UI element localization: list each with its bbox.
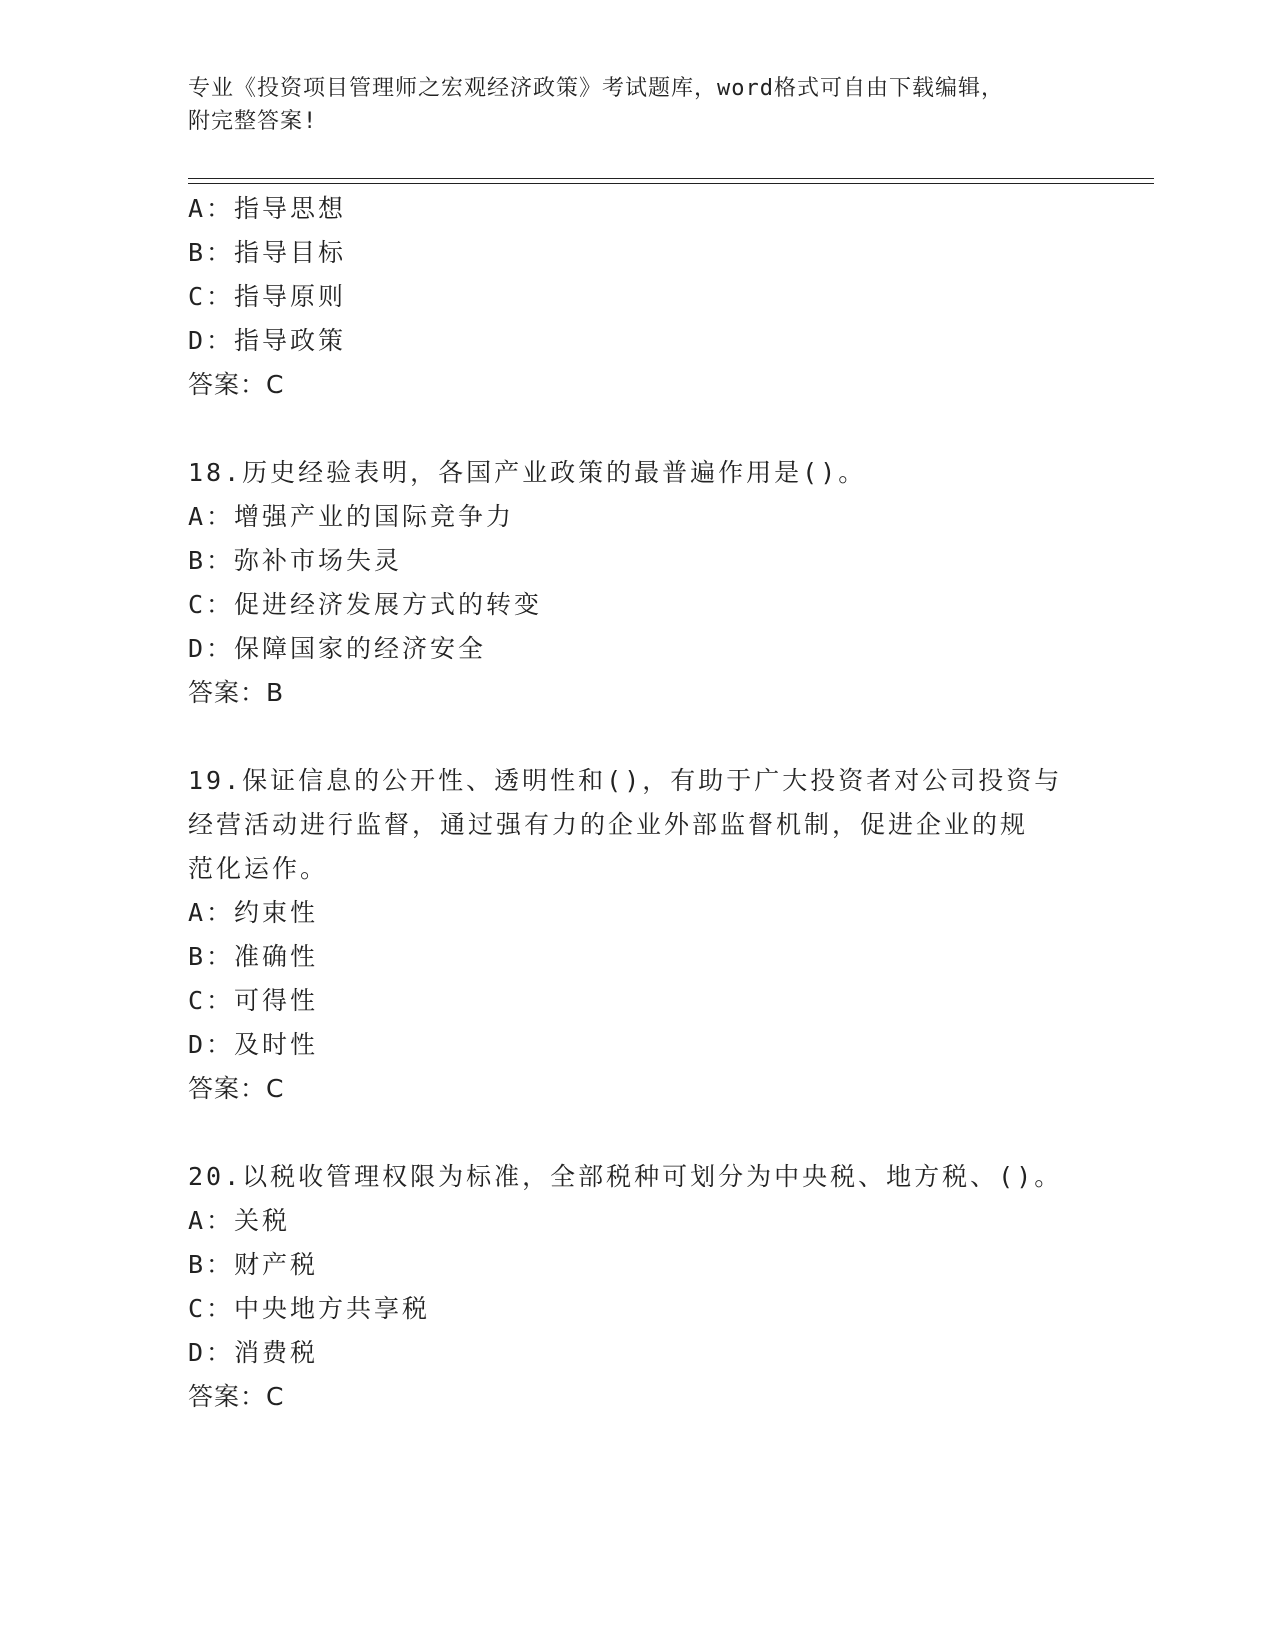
q18-answer: 答案：B: [188, 678, 285, 707]
q18-option-c: C：促进经济发展方式的转变: [188, 590, 543, 619]
q17-option-d: D：指导政策: [188, 326, 347, 355]
q19-option-b: B：准确性: [188, 942, 319, 971]
header-line-1: 专业《投资项目管理师之宏观经济政策》考试题库，word格式可自由下载编辑，: [188, 76, 1004, 101]
q17-option-a: A：指导思想: [188, 194, 347, 223]
q18-question: 18.历史经验表明，各国产业政策的最普遍作用是()。: [188, 458, 867, 487]
q19-option-d: D：及时性: [188, 1030, 319, 1059]
q20-question: 20.以税收管理权限为标准，全部税种可划分为中央税、地方税、()。: [188, 1162, 1063, 1191]
document-header: [188, 72, 1088, 138]
q18-option-a: A：增强产业的国际竞争力: [188, 502, 515, 531]
q20-option-c: C：中央地方共享税: [188, 1294, 431, 1323]
q19-question-line-2: 经营活动进行监督，通过强有力的企业外部监督机制，促进企业的规: [188, 810, 1029, 839]
q20-option-b: B：财产税: [188, 1250, 319, 1279]
q19-option-a: A：约束性: [188, 898, 319, 927]
q19-question-line-1: 19.保证信息的公开性、透明性和()，有助于广大投资者对公司投资与: [188, 766, 1063, 795]
q19-question-line-3: 范化运作。: [188, 854, 329, 883]
q20-option-a: A：关税: [188, 1206, 291, 1235]
q17-option-c: C：指导原则: [188, 282, 347, 311]
q17-answer: 答案：C: [188, 370, 285, 399]
header-line-2: 附完整答案!: [188, 109, 318, 134]
q17-option-b: B：指导目标: [188, 238, 347, 267]
q18-option-d: D：保障国家的经济安全: [188, 634, 487, 663]
q19-answer: 答案：C: [188, 1074, 285, 1103]
q19-option-c: C：可得性: [188, 986, 319, 1015]
q20-answer: 答案：C: [188, 1382, 285, 1411]
q20-option-d: D：消费税: [188, 1338, 319, 1367]
q18-option-b: B：弥补市场失灵: [188, 546, 403, 575]
header-divider: [188, 178, 1154, 184]
